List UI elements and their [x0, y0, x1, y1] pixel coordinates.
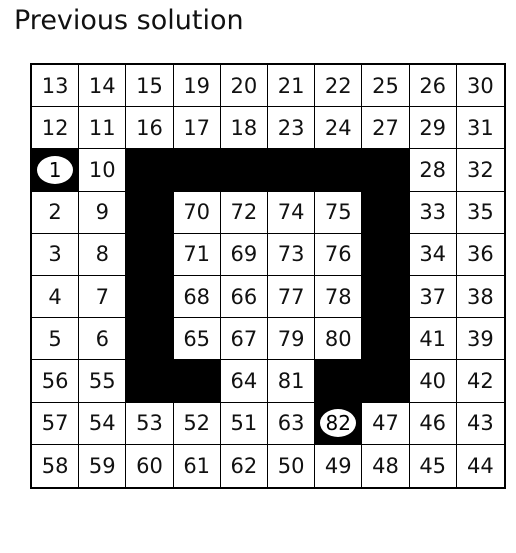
- grid-cell: [32, 65, 79, 107]
- cell-number: 81: [277, 368, 305, 393]
- grid-cell: [457, 65, 505, 107]
- grid-cell: [79, 234, 126, 276]
- cell-number: 25: [372, 73, 399, 98]
- cell-number: 28: [419, 157, 447, 182]
- grid-cell: [362, 65, 409, 107]
- grid-cell: [221, 65, 268, 107]
- cell-number: 72: [230, 200, 258, 225]
- grid-cell: [126, 403, 173, 445]
- grid-cell: [410, 192, 457, 234]
- grid-cell: [79, 360, 126, 402]
- cell-number: 53: [136, 411, 163, 436]
- cell-number: 67: [230, 326, 258, 351]
- cell-number: 63: [277, 411, 305, 436]
- circled-number: 1: [37, 156, 73, 184]
- cell-number: 30: [467, 73, 494, 98]
- grid-cell: [174, 318, 221, 360]
- grid-cell: [221, 318, 268, 360]
- grid-cell: [268, 234, 315, 276]
- grid-cell: [126, 360, 173, 402]
- grid-cell: [410, 234, 457, 276]
- grid-cell: [410, 360, 457, 402]
- grid-cell: [457, 234, 505, 276]
- grid-cell: [174, 107, 221, 149]
- cell-number: 10: [88, 157, 116, 182]
- grid-cell: [268, 403, 315, 445]
- grid-cell: [126, 318, 173, 360]
- cell-number: 68: [183, 284, 211, 309]
- cell-number: 79: [277, 326, 305, 351]
- grid-cell: [32, 234, 79, 276]
- grid-cell: [315, 65, 362, 107]
- cell-number: 52: [183, 411, 211, 436]
- cell-number: 55: [88, 368, 116, 393]
- cell-number: 57: [41, 411, 69, 436]
- grid-cell: [79, 403, 126, 445]
- grid-cell: [32, 403, 79, 445]
- cell-number: 75: [324, 200, 352, 225]
- cell-number: 41: [419, 326, 447, 351]
- cell-number: 31: [467, 115, 494, 140]
- cell-number: 3: [48, 242, 62, 267]
- grid-cell: [174, 276, 221, 318]
- grid-cell: [410, 318, 457, 360]
- cell-number: 61: [183, 453, 211, 478]
- puzzle-grid: [30, 63, 506, 489]
- grid-cell: [457, 318, 505, 360]
- page-title: Previous solution: [14, 5, 244, 36]
- cell-number: 64: [230, 368, 258, 393]
- grid-cell: [315, 403, 362, 445]
- grid-cell: [362, 107, 409, 149]
- cell-number: 51: [230, 411, 258, 436]
- cell-number: 23: [277, 115, 305, 140]
- grid-cell: [221, 149, 268, 191]
- grid-cell: [410, 149, 457, 191]
- cell-number: 8: [95, 242, 109, 267]
- grid-cell: [221, 107, 268, 149]
- cell-number: 13: [41, 73, 69, 98]
- grid-cell: [221, 192, 268, 234]
- circled-number: 82: [320, 409, 356, 437]
- cell-number: 36: [467, 242, 494, 267]
- grid-cell: [174, 65, 221, 107]
- grid-cell: [79, 65, 126, 107]
- cell-number: 56: [41, 368, 69, 393]
- cell-number: 24: [324, 115, 352, 140]
- grid-cell: [79, 445, 126, 488]
- grid-cell: [362, 403, 409, 445]
- grid-cell: [410, 403, 457, 445]
- grid-cell: [315, 192, 362, 234]
- cell-number: 59: [88, 453, 116, 478]
- grid-cell: [362, 192, 409, 234]
- grid-cell: [268, 107, 315, 149]
- grid-cell: [268, 192, 315, 234]
- grid-cell: [32, 318, 79, 360]
- cell-number: 45: [419, 453, 447, 478]
- cell-number: 78: [324, 284, 352, 309]
- grid-cell: [221, 445, 268, 488]
- grid-cell: [79, 149, 126, 191]
- grid-cell: [79, 318, 126, 360]
- grid-cell: [457, 107, 505, 149]
- grid-cell: [126, 65, 173, 107]
- grid-cell: [32, 192, 79, 234]
- grid-cell: [126, 445, 173, 488]
- grid-cell: [32, 276, 79, 318]
- cell-number: 18: [230, 115, 258, 140]
- cell-number: 43: [467, 411, 494, 436]
- grid-cell: [410, 65, 457, 107]
- grid-cell: [32, 445, 79, 488]
- grid-cell: [315, 276, 362, 318]
- grid-cell: [410, 276, 457, 318]
- cell-number: 60: [136, 453, 163, 478]
- cell-number: 2: [48, 200, 62, 225]
- cell-number: 39: [467, 326, 494, 351]
- cell-number: 4: [48, 284, 62, 309]
- grid-cell: [221, 234, 268, 276]
- grid-cell: [457, 276, 505, 318]
- cell-number: 66: [230, 284, 258, 309]
- grid-cell: [315, 234, 362, 276]
- cell-number: 58: [41, 453, 69, 478]
- cell-number: 33: [419, 200, 447, 225]
- cell-number: 11: [88, 115, 116, 140]
- grid-cell: [126, 276, 173, 318]
- grid-cell: [315, 318, 362, 360]
- grid-cell: [32, 107, 79, 149]
- grid-cell: [315, 107, 362, 149]
- grid-cell: [315, 360, 362, 402]
- grid-cell: [174, 445, 221, 488]
- grid-cell: [221, 360, 268, 402]
- cell-number: 42: [467, 368, 494, 393]
- grid-cell: [268, 318, 315, 360]
- cell-number: 19: [183, 73, 211, 98]
- cell-number: 7: [95, 284, 109, 309]
- grid-cell: [268, 149, 315, 191]
- cell-number: 27: [372, 115, 399, 140]
- grid-cell: [221, 403, 268, 445]
- grid-cell: [457, 149, 505, 191]
- grid-cell: [457, 403, 505, 445]
- grid-cell: [362, 149, 409, 191]
- cell-number: 48: [372, 453, 399, 478]
- cell-number: 16: [136, 115, 163, 140]
- cell-number: 76: [324, 242, 352, 267]
- cell-number: 22: [324, 73, 352, 98]
- cell-number: 80: [324, 326, 352, 351]
- grid-cell: [126, 149, 173, 191]
- cell-number: 50: [277, 453, 305, 478]
- grid-cell: [126, 234, 173, 276]
- cell-number: 65: [183, 326, 211, 351]
- cell-number: 38: [467, 284, 494, 309]
- grid-cell: [268, 65, 315, 107]
- cell-number: 5: [48, 326, 62, 351]
- grid-cell: [362, 360, 409, 402]
- grid-cell: [315, 445, 362, 488]
- cell-number: 29: [419, 115, 447, 140]
- cell-number: 77: [277, 284, 305, 309]
- cell-number: 17: [183, 115, 211, 140]
- cell-number: 6: [95, 326, 109, 351]
- cell-number: 44: [467, 453, 494, 478]
- grid-cell: [174, 149, 221, 191]
- cell-number: 40: [419, 368, 447, 393]
- cell-number: 37: [419, 284, 447, 309]
- cell-number: 9: [95, 200, 109, 225]
- cell-number: 12: [41, 115, 69, 140]
- grid-cell: [362, 234, 409, 276]
- grid-cell: [174, 403, 221, 445]
- grid-cell: [362, 318, 409, 360]
- grid-cell: [32, 149, 79, 191]
- grid-cell: [174, 192, 221, 234]
- grid-cell: [268, 360, 315, 402]
- cell-number: 47: [372, 411, 399, 436]
- grid-cell: [79, 276, 126, 318]
- cell-number: 34: [419, 242, 447, 267]
- grid-cell: [221, 276, 268, 318]
- cell-number: 71: [183, 242, 211, 267]
- cell-number: 69: [230, 242, 258, 267]
- grid-cell: [174, 234, 221, 276]
- grid-cell: [362, 445, 409, 488]
- grid-cell: [268, 276, 315, 318]
- grid-cell: [410, 445, 457, 488]
- grid-cell: [457, 360, 505, 402]
- grid-cell: [362, 276, 409, 318]
- cell-number: 32: [467, 157, 494, 182]
- cell-number: 15: [136, 73, 163, 98]
- grid-cell: [410, 107, 457, 149]
- cell-number: 70: [183, 200, 211, 225]
- cell-number: 20: [230, 73, 258, 98]
- grid-cell: [32, 360, 79, 402]
- grid-cell: [457, 445, 505, 488]
- grid-cell: [79, 107, 126, 149]
- grid-cell: [126, 107, 173, 149]
- grid-cell: [174, 360, 221, 402]
- cell-number: 54: [88, 411, 116, 436]
- cell-number: 35: [467, 200, 494, 225]
- cell-number: 26: [419, 73, 447, 98]
- grid-cell: [457, 192, 505, 234]
- cell-number: 73: [277, 242, 305, 267]
- cell-number: 74: [277, 200, 305, 225]
- cell-number: 14: [88, 73, 116, 98]
- grid-cell: [79, 192, 126, 234]
- cell-number: 21: [277, 73, 305, 98]
- grid-cell: [268, 445, 315, 488]
- grid-cell: [315, 149, 362, 191]
- cell-number: 49: [324, 453, 352, 478]
- grid-cell: [126, 192, 173, 234]
- cell-number: 62: [230, 453, 258, 478]
- cell-number: 46: [419, 411, 447, 436]
